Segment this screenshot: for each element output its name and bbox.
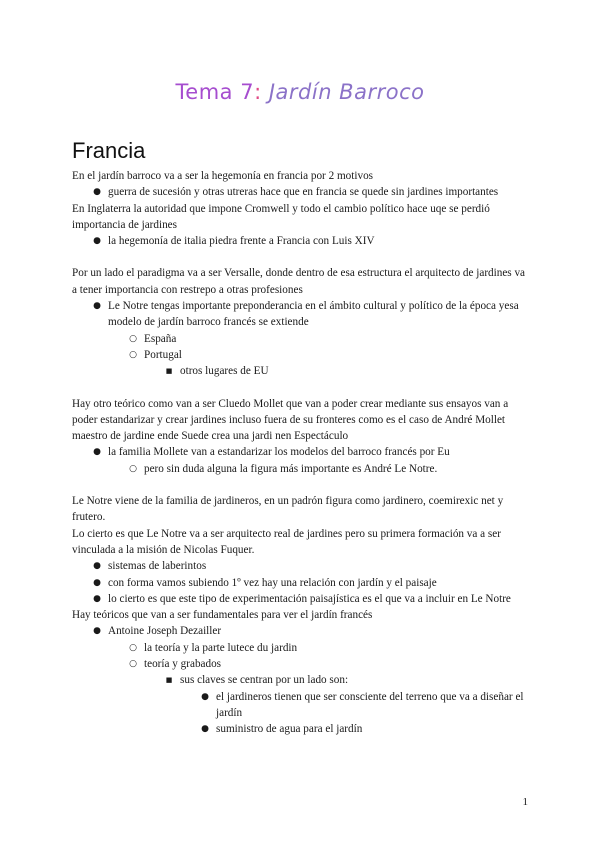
bullet-item-level-1 xyxy=(72,184,530,200)
bullet-text: sistemas de laberintos xyxy=(108,560,207,573)
bullet-marker-icon: ● xyxy=(93,593,101,604)
document-body xyxy=(72,168,530,738)
bullet-marker-icon: ■ xyxy=(165,676,173,685)
bullet-text: Antoine Joseph Dezailler xyxy=(108,625,222,638)
bullet-item-level-1 xyxy=(72,575,530,591)
title-colon: : xyxy=(254,80,262,104)
page-title xyxy=(0,80,600,104)
bullet-marker-icon: ○ xyxy=(129,349,137,360)
bullet-item-level-2 xyxy=(72,640,530,656)
bullet-text: con forma vamos subiendo 1º vez hay una relación con jardín y el paisaje xyxy=(108,576,437,589)
bullet-marker-icon: ■ xyxy=(165,367,173,376)
bullet-text: guerra de sucesión y otras utreras hace que en francia se quede sin jardines importantes xyxy=(108,186,499,199)
bullet-item-level-4 xyxy=(72,721,530,737)
bullet-marker-icon: ● xyxy=(93,187,101,198)
paragraph: Por un lado el paradigma va a ser Versalle, donde dentro de esa estructura el arquitecto de jardines va a tener importancia con restrepo a otras profesiones xyxy=(72,267,526,296)
bullet-text: lo cierto es que este tipo de experimentación paisajística es el que va a incluir en Le Notre xyxy=(108,592,511,605)
bullet-text: la familia Mollete van a estandarizar los modelos del barroco francés por Eu xyxy=(108,446,450,459)
bullet-item-level-1 xyxy=(72,444,530,460)
paragraph: En el jardín barroco va a ser la hegemonía en francia por 2 motivos xyxy=(72,170,374,182)
bullet-item-level-1 xyxy=(72,623,530,639)
bullet-marker-icon: ○ xyxy=(129,463,137,474)
bullet-item-level-4 xyxy=(72,689,530,722)
bullet-text: pero sin duda alguna la figura más importante es André Le Notre. xyxy=(144,462,438,475)
bullet-marker-icon: ○ xyxy=(129,642,137,653)
bullet-marker-icon: ● xyxy=(93,236,101,247)
title-subject: Jardín Barroco xyxy=(261,80,425,104)
paragraph: Hay otro teórico como van a ser Cluedo Mollet que van a poder crear mediante sus ensayos van a poder estandarizar y crear jardines incluso fuera de su fronteres como es el caso de André Mollet maestro de jardine ende Suede crea una jardi nen Espectáculo xyxy=(72,397,509,443)
bullet-text: el jardineros tienen que ser consciente del terreno que va a diseñar el jardín xyxy=(216,690,524,719)
page-number: 1 xyxy=(522,796,528,808)
bullet-item-level-2 xyxy=(72,656,530,672)
bullet-text: Le Notre tengas importante preponderancia en el ámbito cultural y político de la época yesa modelo de jardín barroco francés se extiende xyxy=(108,300,519,329)
bullet-marker-icon: ● xyxy=(201,691,209,702)
bullet-text: España xyxy=(144,332,177,345)
title-topic: Tema 7 xyxy=(175,80,255,104)
bullet-marker-icon: ● xyxy=(93,561,101,572)
bullet-text: otros lugares de EU xyxy=(180,365,269,378)
bullet-text: teoría y grabados xyxy=(144,658,222,671)
bullet-text: sus claves se centran por un lado son: xyxy=(180,674,349,687)
bullet-item-level-1 xyxy=(72,298,530,331)
bullet-item-level-1 xyxy=(72,591,530,607)
paragraph: Hay teóricos que van a ser fundamentales para ver el jardín francés xyxy=(72,609,373,622)
paragraph: Le Notre viene de la familia de jardineros, en un padrón figura como jardinero, coemirexic net y frutero. xyxy=(72,495,504,524)
bullet-text: Portugal xyxy=(144,348,182,361)
bullet-item-level-2 xyxy=(72,331,530,347)
paragraph: Lo cierto es que Le Notre va a ser arquitecto real de jardines pero su primera formación va a ser vinculada a la misión de Nicolas Fuquer. xyxy=(72,527,501,556)
paragraph: En Inglaterra la autoridad que impone Cromwell y todo el cambio político hace uqe se perdió importancia de jardines xyxy=(72,202,490,231)
paragraph-spacer xyxy=(72,477,530,493)
bullet-item-level-1 xyxy=(72,233,530,249)
bullet-marker-icon: ○ xyxy=(129,333,137,344)
bullet-item-level-1 xyxy=(72,558,530,574)
bullet-marker-icon: ● xyxy=(93,301,101,312)
bullet-marker-icon: ● xyxy=(93,626,101,637)
bullet-marker-icon: ○ xyxy=(129,659,137,670)
section-heading: Francia xyxy=(72,138,146,163)
bullet-marker-icon: ● xyxy=(93,447,101,458)
bullet-text: suministro de agua para el jardín xyxy=(216,723,363,736)
bullet-text: la hegemonía de italia piedra frente a Francia con Luis XIV xyxy=(108,235,375,248)
paragraph-spacer xyxy=(72,249,530,265)
bullet-item-level-3 xyxy=(72,363,530,379)
bullet-marker-icon: ● xyxy=(93,577,101,588)
bullet-text: la teoría y la parte lutece du jardin xyxy=(144,641,298,654)
bullet-item-level-3 xyxy=(72,672,530,688)
bullet-item-level-2 xyxy=(72,461,530,477)
bullet-item-level-2 xyxy=(72,347,530,363)
paragraph-spacer xyxy=(72,380,530,396)
bullet-marker-icon: ● xyxy=(201,724,209,735)
